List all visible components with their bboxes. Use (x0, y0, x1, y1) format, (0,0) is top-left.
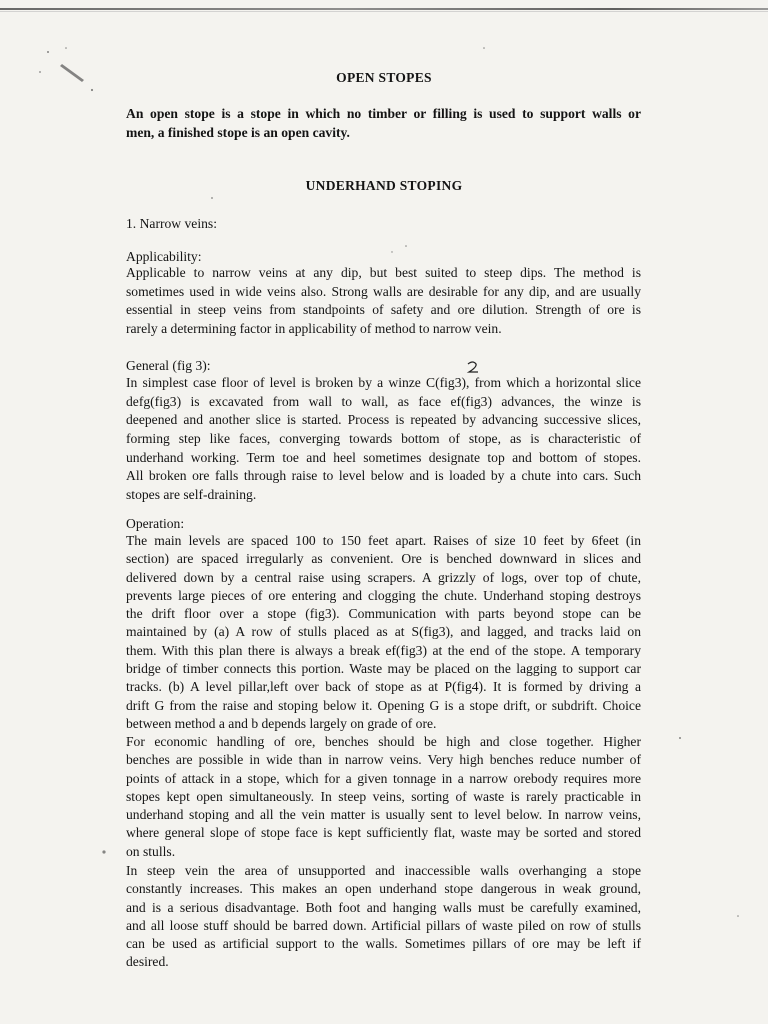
applicability-paragraph (126, 264, 641, 339)
page-title: OPEN STOPES (336, 70, 432, 85)
paragraph-line: on stulls. (126, 843, 176, 859)
paragraph-line: In simplest case floor of level is broken by a winze C(fig3), from which a horizontal slice (126, 375, 641, 390)
paragraph-line: desired. (126, 954, 169, 970)
paragraph-line: prevents large pieces of ore entering and clogging the chute. Underhand stoping destroys (126, 587, 641, 603)
paragraph-line: where general slope of stope face is kept sufficiently flat, waste may be sorted and stored (126, 825, 641, 841)
paragraph-line: delivered down by a central raise using scrapers. A grizzly of logs, over top of chute, (126, 569, 641, 585)
paragraph-line: essential in steep veins from standpoints of safety and ore dilution. Strength of ore is (126, 302, 641, 318)
paragraph-line: For economic handling of ore, benches should be high and close together. Higher (126, 734, 641, 749)
paragraph-line: can be used as artificial support to the walls. Sometimes pillars of ore may be left if (126, 936, 641, 952)
applicability-label: Applicability: (126, 249, 202, 264)
paragraph-line: the drift floor over a stope (fig3). Communication with parts beyond stope can be (126, 606, 641, 622)
operation-paragraph-1 (126, 532, 641, 733)
paragraph-line: Applicable to narrow veins at any dip, but best suited to steep dips. The method is (126, 265, 641, 280)
paragraph-line: sometimes used in wide veins also. Strong walls are desirable for any dip, and are usually (126, 283, 641, 299)
paragraph-line: All broken ore falls through raise to level below and is loaded by a chute into cars. Such (126, 468, 641, 484)
paragraph-line: points of attack in a stope, which for a given tonnage in a narrow orebody requires more (126, 770, 641, 786)
paragraph-line: tracks. (b) A level pillar,left over back of stope as at P(fig4). It is formed by driving a (126, 679, 641, 695)
paragraph-line: The main levels are spaced 100 to 150 feet apart. Raises of size 10 feet by 6feet (in (126, 533, 641, 548)
operation-paragraph-3 (126, 862, 641, 972)
general-label: General (fig 3): (126, 358, 211, 373)
paragraph-line: and is a serious disadvantage. Both foot and hanging walls must be carefully examined, (126, 899, 641, 915)
paragraph-line: maintained by (a) A row of stulls placed as at S(fig3), and lagged, and tracks laid on (126, 624, 641, 640)
paragraph-line: In steep vein the area of unsupported and inaccessible walls overhanging a stope (126, 863, 641, 878)
paragraph-line: benches are possible in wide than in narrow veins. Very high benches reduce number of (126, 752, 641, 768)
intro-line: men, a finished stope is an open cavity. (126, 124, 350, 140)
section-title: UNDERHAND STOPING (305, 178, 463, 193)
paragraph-line: stopes kept open simultaneously. In steep veins, sorting of waste is rarely practicable in (126, 788, 641, 804)
general-paragraph (126, 374, 641, 505)
paragraph-line: deepened and another slice is started. Process is repeated by advancing successive slices, (126, 412, 641, 428)
paragraph-line: defg(fig3) is excavated from wall to wall, as face ef(fig3) advances, the winze is (126, 393, 641, 409)
paragraph-line: underhand working. Term toe and heel sometimes designate top and bottom of stopes. (126, 449, 641, 465)
handwritten-annotation-mark (468, 362, 478, 372)
paragraph-line: underhand stoping and all the vein matter is usually sent to level below. In narrow veins, (126, 807, 641, 823)
paragraph-line: drift G from the raise and stoping below it. Opening G is a stope drift, or subdrift. Choice (126, 697, 641, 713)
paragraph-line: constantly increases. This makes an open underhand stope dangerous in weak ground, (126, 881, 641, 897)
paragraph-line: them. With this plan there is always a break ef(fig3) at the end of the stope. A temporary (126, 642, 641, 658)
intro-line: An open stope is a stope in which no timber or filling is used to support walls or (126, 106, 641, 121)
paragraph-line: and all loose stuff should be barred down. Artificial pillars of waste piled on row of stulls (126, 917, 641, 933)
paragraph-line: section) are spaced irregularly as convenient. Ore is benched downward in slices and (126, 551, 641, 567)
section-label: 1. Narrow veins: (126, 216, 217, 231)
operation-label: Operation: (126, 516, 185, 531)
paragraph-line: rarely a determining factor in applicability of method to narrow vein. (126, 321, 502, 337)
paragraph-line: stopes are self-draining. (126, 487, 257, 503)
intro-paragraph (126, 104, 641, 141)
paragraph-line: bridge of timber connects this portion. Waste may be placed on the lagging to support car (126, 661, 641, 677)
paragraph-line: forming step like faces, converging towards bottom of stope, as is characteristic of (126, 431, 641, 447)
paragraph-line: between method a and b depends largely on grade of ore. (126, 715, 437, 731)
operation-paragraph-2 (126, 733, 641, 861)
